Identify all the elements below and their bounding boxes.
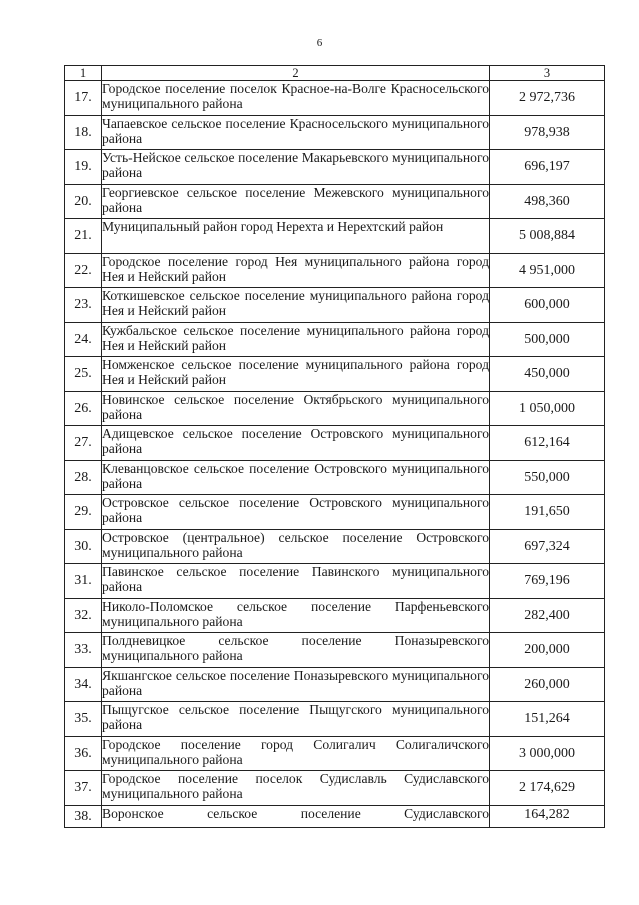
table-row — [65, 633, 605, 668]
row-municipality-name — [102, 150, 490, 185]
row-number: 38. — [65, 805, 102, 827]
row-municipality-name-text: Адищевское сельское поселение Островского муниципального района — [102, 426, 489, 456]
row-municipality-name — [102, 495, 490, 530]
row-municipality-name-text: Номженское сельское поселение муниципального района город Нея и Нейский район — [102, 357, 489, 387]
table-row — [65, 219, 605, 254]
row-municipality-name — [102, 322, 490, 357]
row-municipality-name — [102, 633, 490, 668]
row-number: 19. — [65, 150, 102, 185]
table-header-row — [65, 66, 605, 81]
row-amount: 260,000 — [490, 667, 605, 702]
row-amount: 498,360 — [490, 184, 605, 219]
row-number: 22. — [65, 253, 102, 288]
row-amount: 696,197 — [490, 150, 605, 185]
row-amount: 5 008,884 — [490, 219, 605, 254]
row-municipality-name — [102, 115, 490, 150]
row-municipality-name-text: Городское поселение город Солигалич Солигаличского муниципального района — [102, 736, 489, 767]
row-amount: 550,000 — [490, 460, 605, 495]
table-row — [65, 702, 605, 737]
row-number: 24. — [65, 322, 102, 357]
row-municipality-name-text: Усть-Нейское сельское поселение Макарьевского муниципального района — [102, 150, 489, 180]
row-amount: 500,000 — [490, 322, 605, 357]
table-row — [65, 391, 605, 426]
table-row — [65, 805, 605, 827]
row-number: 29. — [65, 495, 102, 530]
table-row — [65, 184, 605, 219]
page-number: 6 — [316, 37, 323, 49]
row-amount: 191,650 — [490, 495, 605, 530]
row-number: 27. — [65, 426, 102, 461]
row-municipality-name-text: Павинское сельское поселение Павинского муниципального района — [102, 564, 489, 594]
row-number: 26. — [65, 391, 102, 426]
table-row — [65, 564, 605, 599]
row-number: 30. — [65, 529, 102, 564]
row-amount: 3 000,000 — [490, 736, 605, 771]
row-number: 31. — [65, 564, 102, 599]
table-row — [65, 81, 605, 116]
row-number: 35. — [65, 702, 102, 737]
row-municipality-name — [102, 771, 490, 806]
row-municipality-name-text: Новинское сельское поселение Октябрьского муниципального района — [102, 391, 489, 422]
row-amount: 2 972,736 — [490, 81, 605, 116]
row-municipality-name — [102, 529, 490, 564]
row-number: 36. — [65, 736, 102, 771]
row-amount: 450,000 — [490, 357, 605, 392]
row-municipality-name-text: Клеванцовское сельское поселение Островского муниципального района — [102, 460, 489, 491]
row-municipality-name — [102, 81, 490, 116]
row-municipality-name-text: Городское поселение город Нея муниципального района город Нея и Нейский район — [102, 253, 489, 284]
row-number: 18. — [65, 115, 102, 150]
table-row — [65, 288, 605, 323]
table-row — [65, 495, 605, 530]
row-municipality-name-text: Кужбальское сельское поселение муниципального района город Нея и Нейский район — [102, 322, 489, 353]
table-row — [65, 460, 605, 495]
table-row — [65, 115, 605, 150]
row-municipality-name — [102, 426, 490, 461]
table-row — [65, 322, 605, 357]
row-municipality-name-text: Воронское сельское поселение Судиславского — [102, 805, 489, 821]
row-number: 34. — [65, 667, 102, 702]
row-municipality-name — [102, 667, 490, 702]
row-number: 23. — [65, 288, 102, 323]
row-number: 32. — [65, 598, 102, 633]
table-row — [65, 253, 605, 288]
table-row — [65, 736, 605, 771]
row-municipality-name-text: Полдневицкое сельское поселение Поназыревского муниципального района — [102, 633, 489, 663]
row-municipality-name — [102, 184, 490, 219]
row-municipality-name — [102, 219, 490, 254]
row-municipality-name-text: Островское (центральное) сельское поселение Островского муниципального района — [102, 529, 489, 560]
row-number: 37. — [65, 771, 102, 806]
row-municipality-name-text: Николо-Поломское сельское поселение Парфеньевского муниципального района — [102, 598, 489, 629]
row-municipality-name-text: Чапаевское сельское поселение Красносельского муниципального района — [102, 115, 489, 146]
row-amount: 2 174,629 — [490, 771, 605, 806]
row-municipality-name-text: Городское поселение поселок Судиславль Судиславского муниципального района — [102, 771, 489, 801]
row-municipality-name-text: Якшангское сельское поселение Поназыревского муниципального района — [102, 667, 489, 698]
row-amount: 200,000 — [490, 633, 605, 668]
row-municipality-name — [102, 564, 490, 599]
row-municipality-name-text: Коткишевское сельское поселение муниципального района город Нея и Нейский район — [102, 288, 489, 318]
row-amount: 697,324 — [490, 529, 605, 564]
table-row — [65, 357, 605, 392]
row-municipality-name-text: Пыщугское сельское поселение Пыщугского муниципального района — [102, 702, 489, 732]
row-municipality-name — [102, 253, 490, 288]
row-municipality-name-text: Георгиевское сельское поселение Межевского муниципального района — [102, 184, 489, 215]
allocation-table — [64, 65, 605, 828]
table-row — [65, 150, 605, 185]
row-amount: 600,000 — [490, 288, 605, 323]
table-row — [65, 426, 605, 461]
row-municipality-name — [102, 391, 490, 426]
row-municipality-name — [102, 805, 490, 827]
row-number: 28. — [65, 460, 102, 495]
row-municipality-name-text: Городское поселение поселок Красное-на-Волге Красносельского муниципального района — [102, 81, 489, 111]
row-municipality-name — [102, 357, 490, 392]
table-row — [65, 598, 605, 633]
row-municipality-name — [102, 288, 490, 323]
row-number: 25. — [65, 357, 102, 392]
row-municipality-name — [102, 736, 490, 771]
row-amount: 282,400 — [490, 598, 605, 633]
table-row — [65, 529, 605, 564]
row-amount: 1 050,000 — [490, 391, 605, 426]
column-header-number: 1 — [65, 66, 102, 81]
column-header-value: 3 — [490, 66, 605, 81]
row-amount: 769,196 — [490, 564, 605, 599]
row-amount: 4 951,000 — [490, 253, 605, 288]
row-amount: 612,164 — [490, 426, 605, 461]
column-header-name: 2 — [102, 66, 490, 81]
row-municipality-name — [102, 702, 490, 737]
table-row — [65, 771, 605, 806]
table-row — [65, 667, 605, 702]
row-municipality-name — [102, 598, 490, 633]
row-number: 17. — [65, 81, 102, 116]
row-amount: 151,264 — [490, 702, 605, 737]
row-number: 21. — [65, 219, 102, 254]
row-number: 20. — [65, 184, 102, 219]
row-number: 33. — [65, 633, 102, 668]
row-amount: 164,282 — [490, 805, 605, 827]
row-municipality-name-text: Муниципальный район город Нерехта и Нерехтский район — [102, 219, 444, 234]
row-municipality-name-text: Островское сельское поселение Островского муниципального района — [102, 495, 489, 525]
row-municipality-name — [102, 460, 490, 495]
row-amount: 978,938 — [490, 115, 605, 150]
